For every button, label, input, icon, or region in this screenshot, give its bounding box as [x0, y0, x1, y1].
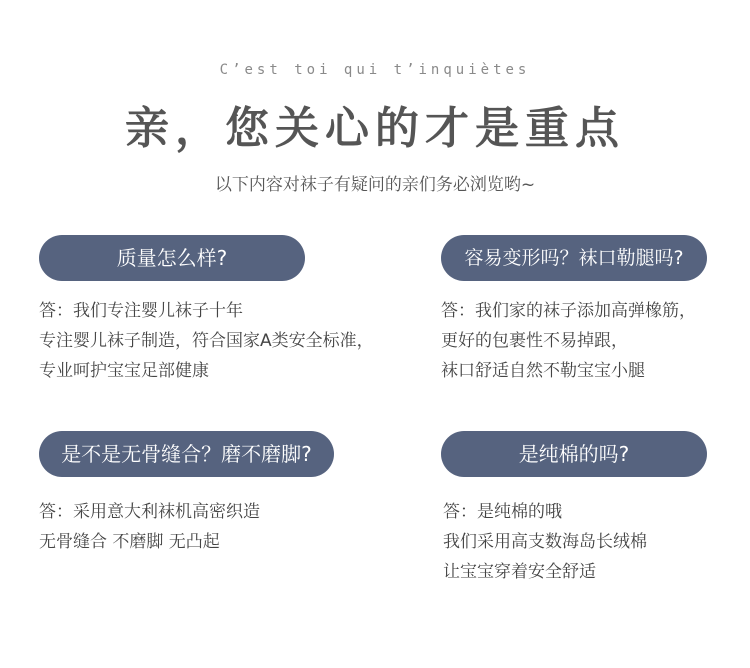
answer-line: 专注婴儿袜子制造，符合国家A类安全标准，: [39, 331, 374, 351]
answer-line: 无骨缝合 不磨脚 无凸起: [39, 532, 220, 552]
answer-line: 袜口舒适自然不勒宝宝小腿: [441, 361, 645, 381]
answer-line: 答：是纯棉的哦: [443, 502, 562, 522]
faq-answer-quality: [39, 296, 374, 386]
answer-line: 答：采用意大利袜机高密织造: [39, 502, 260, 522]
answer-line: 答：我们专注婴儿袜子十年: [39, 301, 243, 321]
answer-line: 让宝宝穿着安全舒适: [443, 562, 596, 582]
faq-question-deformation: 容易变形吗？袜口勒腿吗?: [441, 235, 707, 281]
eyebrow-text: C’est toi qui t’inquiètes: [219, 62, 531, 78]
faq-question-cotton: 是纯棉的吗?: [441, 431, 707, 477]
answer-line: 更好的包裹性不易掉跟，: [441, 331, 628, 351]
faq-answer-seamless: [39, 497, 260, 557]
faq-question-quality: 质量怎么样?: [39, 235, 305, 281]
answer-line: 答：我们家的袜子添加高弹橡筋，: [441, 301, 696, 321]
answer-line: 我们采用高支数海岛长绒棉: [443, 532, 647, 552]
faq-answer-deformation: [441, 296, 696, 386]
page-title: 亲，您关心的才是重点: [125, 103, 625, 154]
page-subtitle: 以下内容对袜子有疑问的亲们务必浏览哟~: [214, 175, 536, 195]
answer-line: 专业呵护宝宝足部健康: [39, 361, 209, 381]
faq-question-seamless: 是不是无骨缝合？磨不磨脚?: [39, 431, 334, 477]
faq-answer-cotton: [443, 497, 647, 587]
